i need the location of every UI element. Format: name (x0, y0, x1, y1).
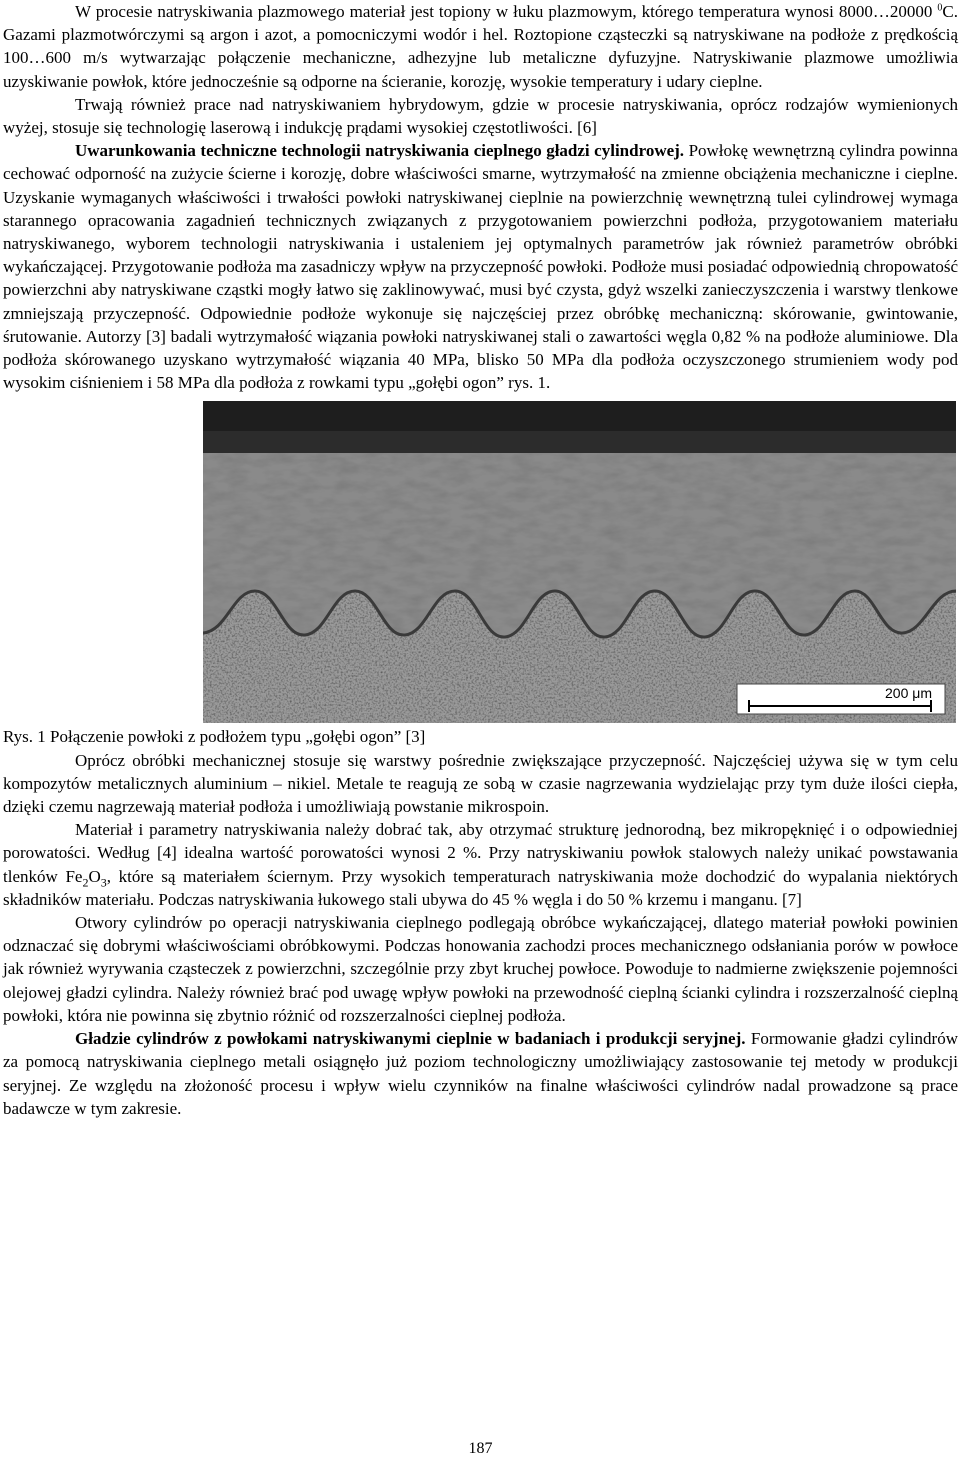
paragraph-finishing: Otwory cylindrów po operacji natryskiwania cieplnego podlegają obróbce wykańczającej, dlatego materiał powłoki powinien odznaczać się dobrymi właściwościami obróbkowymi. Podczas honowania zachodzi proces mechanicznego odsłaniania porów w powłoce jak również wyrywania cząsteczek z powierzchni, szczególnie przy zbyt kruchej powłoce. Powoduje to nadmierne zwiększenie pojemności olejowej gładzi cylindra. Należy również brać pod uwagę wpływ powłoki na przewodność cieplną ścianki cylindra i rozszerzalność cieplną powłoki, która nie powinna się zbytnio różnić od rozszerzalności cieplnej podłoża. (3, 913, 958, 1025)
paragraph-text: , które są materiałem ściernym. Przy wysokich temperaturach natryskiwania może dochodzić do wypalania niektórych składników materiału. Podczas natryskiwania łukowego stali ubywa do 45 % węgla i do 50 % krzemu i manganu. [7] (3, 866, 958, 909)
paragraph-text: W procesie natryskiwania plazmowego materiał jest topiony w łuku plazmowym, którego temperatura wynosi 8000…20000 (75, 2, 938, 21)
paragraph-material-parameters (3, 818, 958, 911)
section-lead-heading: Uwarunkowania techniczne technologii natryskiwania cieplnego gładzi cylindrowej. (75, 141, 685, 161)
paragraph-technical-conditions (3, 139, 958, 394)
paragraph-text: Materiał i parametry natryskiwania należy dobrać tak, aby otrzymać strukturę jednorodną, bez mikropęknięć i o odpowiedniej porowatości. Według [4] idealna wartość porowatości wynosi 2 %. Przy natryskiwaniu powłok stalowych należy unikać powstawania tlenków Fe (3, 820, 958, 886)
micrograph-figure (203, 401, 956, 723)
paragraph-hybrid-spraying: Trwają również prace nad natryskiwaniem hybrydowym, gdzie w procesie natryskiwania, oprócz rodzajów wymienionych wyżej, stosuje się technologię laserową i indukcję prądami wysokiej częstotliwości. [6] (3, 94, 958, 138)
page-number: 187 (468, 1440, 493, 1457)
scalebar-label: 200 μm (885, 685, 932, 702)
document-page (3, 0, 958, 1459)
micrograph-image (203, 401, 956, 723)
paragraph-plasma-spraying (3, 0, 958, 93)
subscript: 3 (100, 875, 107, 890)
paragraph-serial-production (3, 1027, 958, 1120)
superscript-degree: 0 (937, 2, 943, 14)
paragraph-text: O (88, 866, 101, 886)
section-lead-heading: Gładzie cylindrów z powłokami natryskiwanymi cieplnie w badaniach i produkcji seryjnej. (75, 1029, 746, 1049)
subscript: 2 (82, 875, 89, 890)
figure-caption: Rys. 1 Połączenie powłoki z podłożem typu „gołębi ogon” [3] (3, 727, 426, 747)
paragraph-intermediate-layers: Oprócz obróbki mechanicznej stosuje się warstwy pośrednie zwiększające przyczepność. Najczęściej używa się w tym celu kompozytów metalicznych aluminium – nikiel. Metale te reagują ze sobą w czasie nagrzewania wydzielając przy tym duże ilości ciepła, dzięki czemu nagrzewają materiał podłoża i umożliwiają powstanie mikrospoin. (3, 750, 958, 817)
paragraph-text: Formowanie gładzi cylindrów za pomocą natryskiwania cieplnego metali osiągnęło już poziom technologiczny umożliwiający zastosowanie tej metody w produkcji seryjnej. Ze względu na złożoność procesu i wpływ wielu czynników na finalne właściwości cylindrów nadal prowadzone są prace badawcze w tym zakresie. (3, 1029, 958, 1118)
paragraph-text: Powłokę wewnętrzną cylindra powinna cechować odporność na zużycie ścierne i korozję, dobre właściwości smarne, wytrzymałość na zmienne obciążenia mechaniczne i cieplne. Uzyskanie wymaganych właściwości i trwałości powłoki natryskiwanej cieplnie na powierzchnię wewnętrzną tulei cylindrowej wymaga starannego opracowania zagadnień technicznych związanych z przygotowaniem powierzchni podłoża, przygotowaniem materiału natryskiwanego, wyborem technologii natryskiwania i ustaleniem jej optymalnych parametrów jak również parametrów obróbki wykańczającej. Przygotowanie podłoża ma zasadniczy wpływ na przyczepność powłoki. Podłoże musi posiadać odpowiednią chropowatość powierzchni aby natryskiwane cząstki mogły łatwo się zaklinowywać, musi być czysta, gdyż wszelki zanieczyszczenia i warstwy tlenkowe zmniejszają przyczepność. Odpowiednie podłoże wykonuje się najczęściej przez obróbkę mechaniczną: skórowanie, gwintowanie, śrutowanie. Autorzy [3] badali wytrzymałość wiązania powłoki natryskiwanej stali o zawartości węgla 0,82 % na podłoże aluminiowe. Dla podłoża skórowanego uzyskano wytrzymałość wiązania 40 MPa, blisko 50 MPa dla podłoża oczyszczonego strumieniem wody pod wysokim ciśnieniem i 58 MPa dla podłoża z rowkami typu „gołębi ogon” rys. 1. (3, 141, 958, 393)
paragraph-text: C. Gazami plazmotwórczymi są argon i azot, a pomocniczymi wodór i hel. Roztopione cząsteczki są natryskiwane na podłoże z prędkością 100…600 m/s wytwarzając połączenie mechaniczne, adhezyjne lub metaliczne dyfuzyjne. Natryskiwanie plazmowe umożliwia uzyskiwanie powłok, które jednocześnie są odporne na ścieranie, korozję, wysokie temperatury i udary cieplne. (3, 2, 958, 91)
